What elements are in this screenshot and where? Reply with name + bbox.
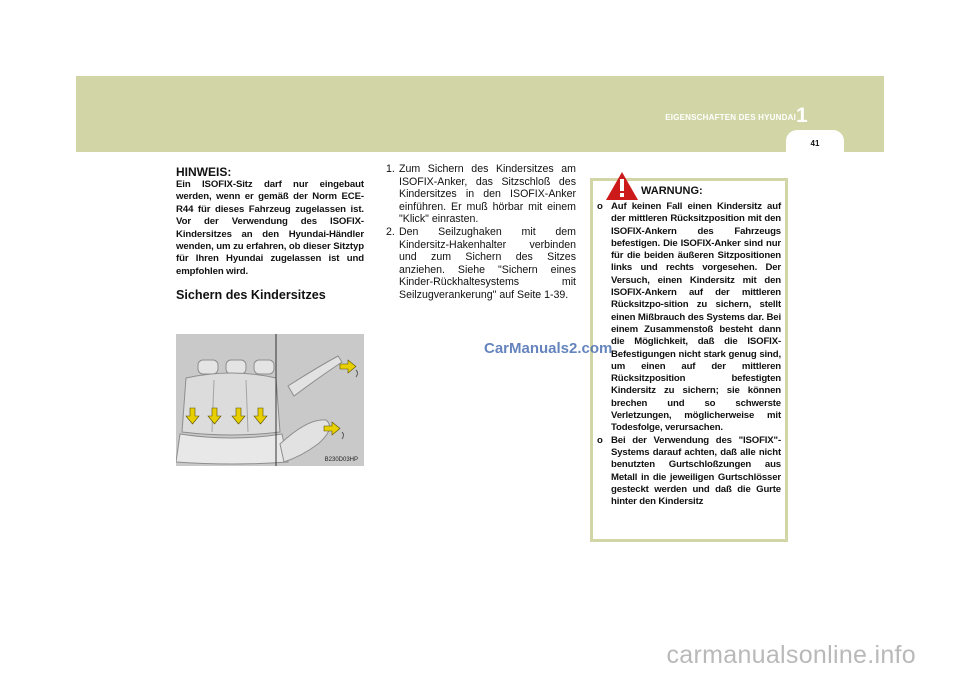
note-column — [176, 165, 364, 302]
headrest-icon — [198, 360, 274, 374]
warning-item — [597, 201, 781, 435]
note-body: Ein ISOFIX-Sitz darf nur eingebaut werden, wenn er gemäß der Norm ECE-R44 für dieses Fahrzeug zugelassen ist. Vor der Verwendung des ISOFIX-Kindersitzes an den Hyundai-Händler wenden, um zu erfahren, ob dieser Sitztyp für Ihren Hyundai zugelassen ist und empfohlen wird. — [176, 179, 364, 277]
step-text: Zum Sichern des Kindersitzes am ISOFIX-Anker, das Sitzschloß des Kindersitzes in den ISOFIX-Anker einführen. Er muß hörbar mit einem "Klick" einrasten. — [399, 163, 576, 226]
note-heading: HINWEIS: — [176, 165, 232, 179]
warning-text: Auf keinen Fall einen Kindersitz auf der mittleren Rücksitzposition mit den ISOFIX-Ankern des Fahrzeugs befestigen. Die ISOFIX-Anker sind nur für die beiden äußeren Sitzpositionen links und rechts vorgesehen. Der Versuch, einen Kindersitz mit den ISOFIX-Ankern auf der mittleren Rücksitzpo-sition zu sichern, stellt einen Mißbrauch des Systems dar. Bei einem Zusammenstoß besteht dann die Möglichkeit, daß die ISOFIX-Befestigungen nicht stark genug sind, um einen auf der mittleren Rücksitzposition befestigten Kindersitz zu sichern; sie können brechen und so schwerste Verletzungen, möglicherweise mit Todesfolge, verursachen. — [611, 201, 781, 434]
warning-text: Bei der Verwendung des "ISOFIX"-Systems darauf achten, daß alle nicht benutzten Gurtschloßzungen aus Metall in die jeweiligen Gurtschlösser gesteckt werden und daß die Gurte hinter den Kindersitz — [611, 434, 781, 508]
section-title: EIGENSCHAFTEN DES HYUNDAI — [665, 113, 796, 122]
warning-list — [597, 201, 781, 508]
watermark-footer: carmanualsonline.info — [666, 641, 916, 669]
figure-caption: B230D03HP — [324, 457, 358, 463]
section-heading: Sichern des Kindersitzes — [176, 288, 326, 303]
watermark-overlay: CarManuals2.com — [484, 340, 613, 357]
step-number: 1. — [386, 163, 395, 175]
bullet: o — [597, 434, 603, 446]
warning-item — [597, 435, 781, 509]
warning-triangle-icon — [605, 171, 639, 201]
instruction-steps — [386, 163, 576, 302]
step-number: 2. — [386, 225, 395, 238]
step-1 — [386, 163, 576, 226]
page-number: 41 — [810, 139, 820, 148]
isofix-seat-illustration — [176, 334, 364, 466]
warning-title: WARNUNG: — [641, 185, 703, 197]
step-2 — [386, 226, 576, 302]
chapter-number: 1 — [796, 104, 808, 127]
bullet: o — [597, 201, 603, 212]
warning-box — [590, 178, 788, 542]
rear-seat-drawing — [176, 334, 364, 466]
step-text: Den Seilzughaken mit dem Kindersitz-Hakenhalter verbinden und zum Sichern des Sitzes anziehen. Siehe "Sichern eines Kinder-Rückhaltesystems mit Seilzugverankerung" auf Seite 1-39. — [399, 225, 576, 301]
